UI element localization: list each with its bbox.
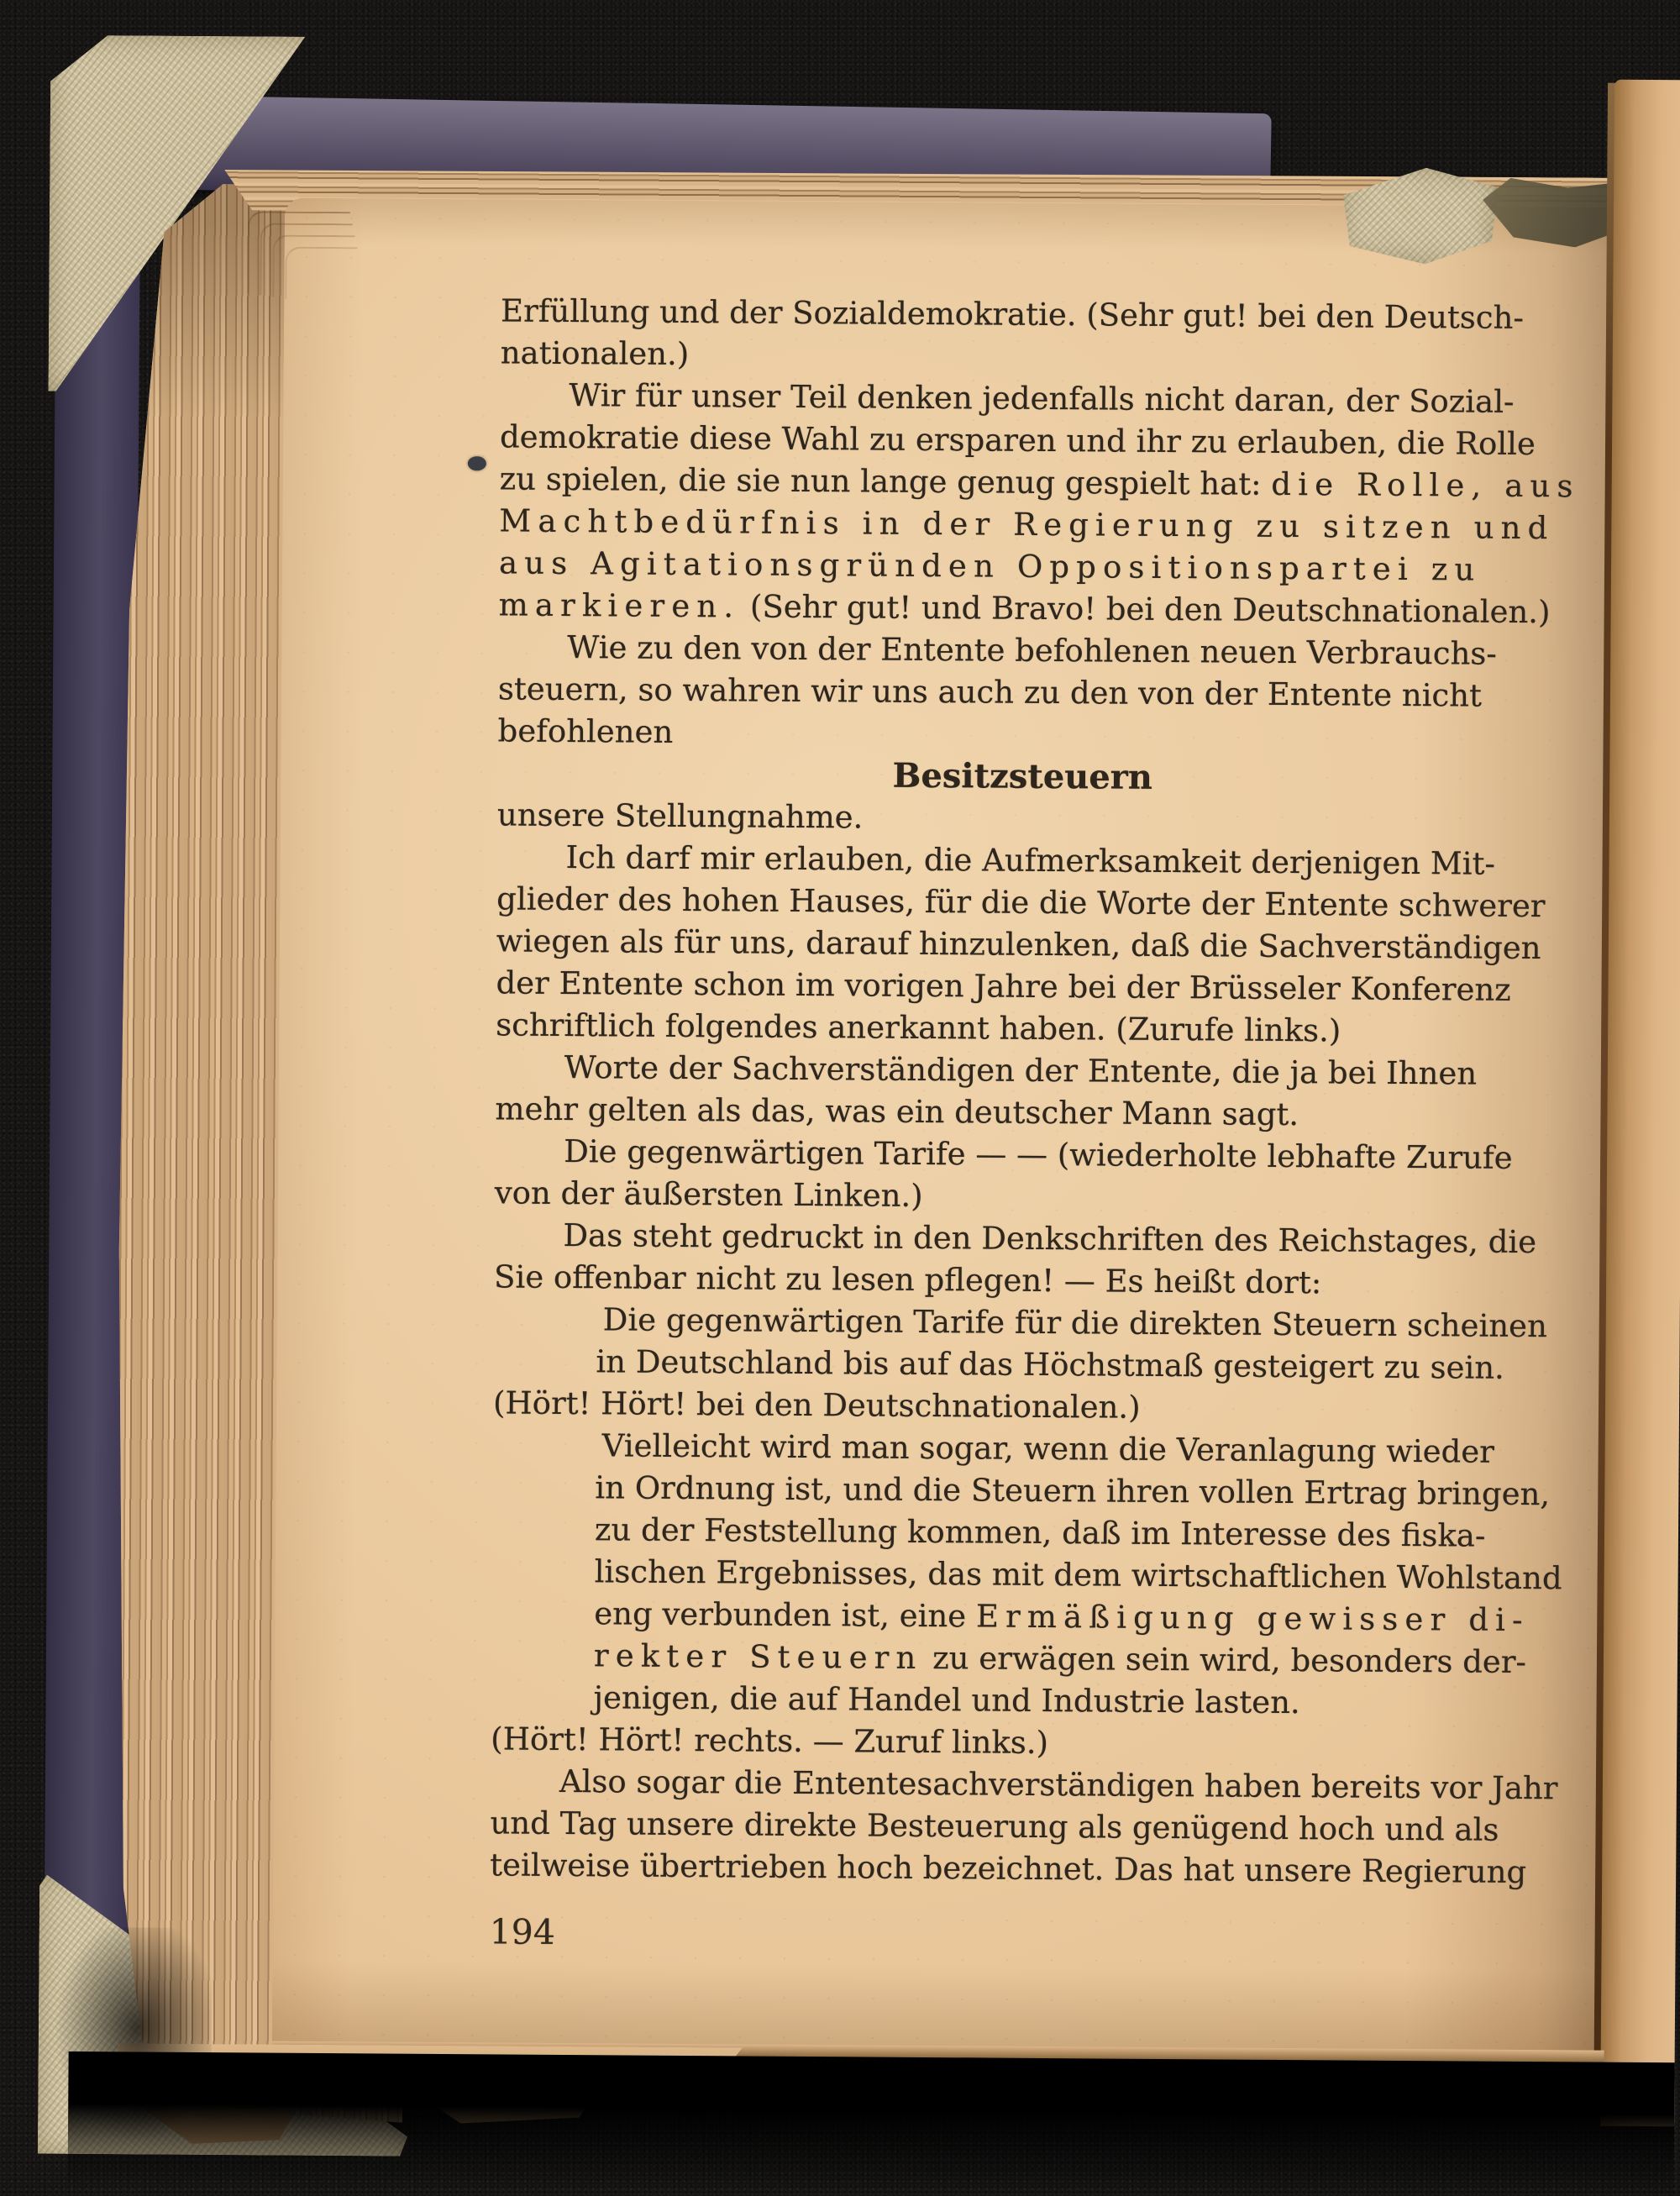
text-segment: Besitzsteuern [892,755,1153,797]
letterspaced-text-segment: Ermäßigung gewisser di- [975,1598,1530,1639]
page-number: 194 [489,1911,556,1952]
text-segment: in Ordnung ist, und die Steuern ihren vollen Ertrag bringen, [595,1469,1551,1513]
text-line [500,374,1550,423]
text-line [491,1592,1541,1642]
text-line [491,1676,1541,1726]
text-line [496,836,1546,885]
text-line [491,1550,1562,1600]
stacked-page-corner-lines [247,211,416,346]
text-line [501,332,1551,381]
text-line [496,1046,1546,1095]
book-corner-shadow [26,1927,213,2181]
text-segment: mehr gelten als das, was ein deutscher Mann sagt. [495,1090,1299,1133]
text-line [498,626,1548,675]
text-segment: wiegen als für uns, darauf hinzulenken, daß die Sachverständigen [496,922,1541,967]
text-line [490,1802,1540,1852]
text-line [497,794,1547,843]
text-segment: Die gegenwärtigen Tarife für die direkten Steuern scheinen [602,1301,1548,1345]
text-line [495,1088,1545,1137]
text-line [491,1760,1558,1810]
text-line [495,1172,1545,1221]
page-text-block [490,290,1580,1894]
text-segment: Das steht gedruckt in den Denkschriften des Reichstages, die [563,1216,1537,1261]
letterspaced-text-segment: rekter Steuern [593,1637,923,1676]
text-line [499,458,1580,507]
text-segment: Sie offenbar nicht zu lesen pflegen! — Es heißt dort: [493,1258,1322,1301]
letterspaced-text-segment: aus Agitationsgründen Oppositionspartei zu [498,544,1482,588]
text-line [491,1718,1541,1768]
text-line [493,1382,1543,1432]
text-segment: Erfüllung und der Sozialdemokratie. (Sehr gut! bei den Deutsch- [500,292,1525,336]
text-line [495,1130,1545,1179]
text-line [499,584,1549,633]
text-segment: in Deutschland bis auf das Höchstmaß gesteigert zu sein. [596,1343,1505,1386]
text-segment: von der äußersten Linken.) [494,1174,923,1214]
text-segment: glieder des hohen Hauses, für die die Worte der Entente schwerer [496,880,1546,925]
letterspaced-text-segment: die Rolle, aus [1271,465,1580,505]
text-line [494,1298,1548,1348]
facing-page-edge [1600,80,1680,2127]
text-line [494,1214,1544,1263]
text-segment: befohlenen [497,712,674,750]
text-line [493,1340,1543,1390]
text-line [491,1634,1541,1684]
text-segment: steuern, so wahren wir uns auch zu den von der Entente nicht [497,670,1483,714]
text-segment: jenigen, die auf Handel und Industrie lasten. [593,1679,1300,1721]
text-line [499,542,1549,591]
text-line [496,920,1546,969]
text-segment: Wie zu den von der Entente befohlenen neuen Verbrauchs- [567,629,1498,672]
text-line [490,1844,1540,1894]
text-line [492,1466,1551,1516]
text-segment: nationalen.) [500,334,690,373]
text-line [498,668,1548,717]
text-segment: teilweise übertrieben hoch bezeichnet. Das hat unsere Regierung [490,1847,1527,1891]
text-segment: schriftlich folgendes anerkannt haben. (Zurufe links.) [496,1006,1341,1049]
text-line [499,500,1555,549]
text-segment: (Sehr gut! und Bravo! bei den Deutschnationalen.) [740,588,1551,631]
text-line [493,1424,1543,1474]
book-bottom-shadow [68,2052,1675,2196]
text-segment: zu erwägen sein wird, besonders der- [922,1639,1527,1681]
text-segment: Also sogar die Ententesachverständigen haben bereits vor Jahr [559,1763,1558,1807]
section-heading [497,752,1547,801]
text-segment: eng verbunden ist, eine [594,1595,977,1635]
text-segment: unsere Stellungnahme. [496,796,864,836]
text-segment: lischen Ergebnisses, das mit dem wirtschaftlichen Wohlstand [594,1553,1562,1597]
text-segment: Wir für unser Teil denken jedenfalls nicht daran, der Sozial- [569,377,1515,420]
ink-blemish [468,456,486,470]
text-line [500,416,1550,465]
letterspaced-text-segment: markieren. [498,586,741,625]
text-segment: Die gegenwärtigen Tarife — — (wiederholte lebhafte Zurufe [564,1132,1513,1176]
text-segment: zu spielen, die sie nun lange genug gespielt hat: [499,460,1272,502]
text-line [492,1508,1542,1558]
text-segment: der Entente schon im vorigen Jahre bei der Brüsseler Konferenz [496,964,1511,1008]
text-segment: und Tag unsere direkte Besteuerung als genügend hoch und als [490,1805,1499,1848]
text-segment: Ich darf mir erlauben, die Aufmerksamkeit derjenigen Mit- [565,838,1496,882]
text-segment: Vielleicht wird man sogar, wenn die Veranlagung wieder [601,1427,1495,1470]
text-segment: Worte der Sachverständigen der Entente, die ja bei Ihnen [564,1048,1478,1092]
text-segment: zu der Feststellung kommen, daß im Interesse des fiska- [594,1511,1486,1554]
text-line [497,710,1547,759]
text-line [501,290,1551,339]
text-segment: demokratie diese Wahl zu ersparen und ihr zu erlauben, die Rolle [499,418,1536,463]
text-segment: (Hört! Hört! rechts. — Zuruf links.) [491,1721,1049,1762]
text-line [496,1004,1546,1053]
letterspaced-text-segment: Machtbedürfnis in der Regierung zu sitzen und [499,502,1555,547]
text-line [494,1256,1544,1306]
text-segment: (Hört! Hört! bei den Deutschnationalen.) [492,1384,1141,1426]
text-line [496,962,1546,1011]
text-line [496,878,1546,927]
